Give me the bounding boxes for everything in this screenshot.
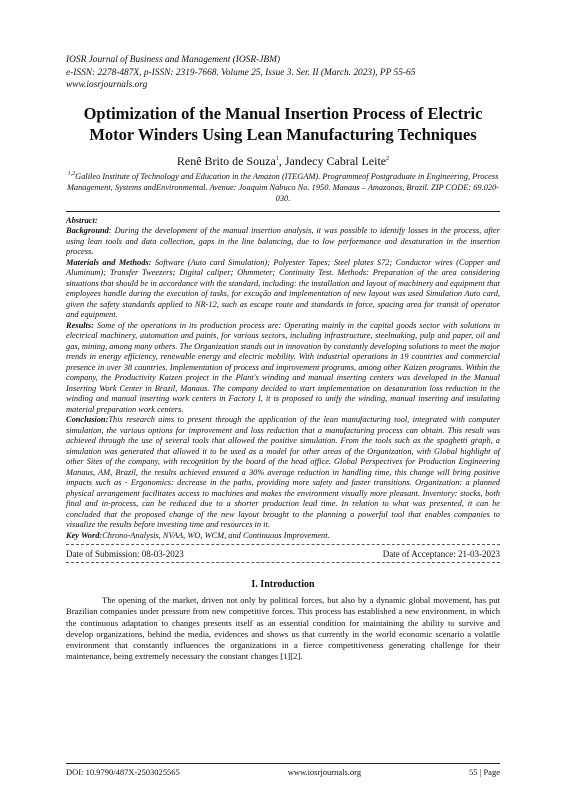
journal-header: [66, 54, 500, 92]
footer-doi[interactable]: DOI: 10.9790/487X-2503025565: [66, 767, 180, 777]
abstract-results: Results: Some of the operations in its production process are: Operating mainly in the capital goods sector with solutions in electrical machinery, automation and paints, for various sectors, including infrastructure, steelmaking, pulp and paper, oil and gas, mining, among many others. The Organization stands out in innovation by constantly developing solutions to meet the major trends in energy efficiency, renewable energy and electric mobility. With industrial operations in 19 countries and commercial presence in over 38 countries. Implementation of process and improvement programs, among other Kaizen programs. Within the company, the Productivity Kaizen project in the Plant's winding and manual inserting centers was developed in the Manual Inserting Work Center in Brazil, Manaus. The company decided to start implementation on desaturation loss reduction in the winding and manual inserting work centers in Factory I, it is proposed to unify the winding, manual inserting and insulating material preparation work centers.: [66, 320, 500, 414]
author-1: Renê Brito de Souza: [176, 153, 276, 168]
section-heading: I. Introduction: [251, 579, 315, 590]
dates-row: [66, 549, 500, 559]
intro-paragraph: The opening of the market, driven not only by political forces, but also by a dynamic global movement, has put Brazilian companies under pressure from new competitive forces. This process has established a new environment, in which the continuous adaptation to changes presents itself as an essential condition for maintaining the ability to survive and develop organizations, behind the media, evidences and shows us that currently in the world economic scenario a volatile environment that constantly influences the organizations in a fierce competitiveness generating challenge for their maintenance, being extremely necessary the constant changes [1][2].: [66, 595, 500, 662]
author-2-affil: 2: [386, 155, 390, 162]
author-2: Jandecy Cabral Leite: [284, 153, 387, 168]
journal-website[interactable]: www.iosrjournals.org: [66, 80, 148, 90]
submission-date: Date of Submission: 08-03-2023: [66, 549, 184, 559]
abstract: [66, 216, 500, 542]
affiliation-marker: 1,2: [67, 170, 76, 177]
authors: [66, 154, 500, 169]
dates-divider-top: [66, 544, 500, 545]
page-footer: [66, 763, 500, 777]
abstract-methods: Materials and Methods: Software (Auto card Simulation); Polyester Tapes; Steel plates S72; Conductor wires (Copper and Aluminum); Transfer Tweezers; Digital caliper; Ohmmeter; Continuity Test. Methods: Preparation of the area considering situations that should be in accordance with the standard, including: the installation and layout of machinery and equipment that employees handle during the execution of tasks, for excução and implementation of new layout was used Simulation Auto card, given the safety standards applied to NR-12, such as escape route and standards in force, spacing area for transit of operator and equipment.: [66, 257, 500, 319]
abstract-heading: Abstract:: [66, 215, 98, 225]
paper-page: [66, 54, 500, 663]
abstract-divider: [66, 211, 500, 212]
affiliation-text: Galileo Institute of Technology and Education in the Amazon (ITEGAM). Programmeof Postgraduate in Engineering, Process Management, Systems andEnvironmental. Avenue: Joaquim Nabuco No. 1950. Manaus – Amazonas, Brazil. ZIP CODE: 69.020-030.: [66, 171, 500, 203]
journal-issn: e-ISSN: 2278-487X, p-ISSN: 2319-7668. Volume 25, Issue 3. Ser. II (March. 2023), PP 55-65: [66, 67, 416, 78]
author-separator: ,: [278, 153, 285, 168]
abstract-background: Background: During the development of the manual insertion analysis, it was possible to identify losses in the process, after using lean tools and data collection, gaps in the line balancing, due to low performance and desaturation in the insertion process.: [66, 226, 500, 256]
author-1-affil: 1: [275, 155, 279, 162]
affiliation: [66, 171, 500, 204]
journal-name: IOSR Journal of Business and Management (IOSR-JBM): [66, 55, 281, 65]
dates-divider-bottom: [66, 562, 500, 563]
footer-page-number: 55 | Page: [469, 767, 500, 777]
abstract-keywords: Key Word:Chrono-Analysis, NVAA, WO, WCM, and Continuous Improvement.: [66, 530, 330, 540]
acceptance-date: Date of Acceptance: 21-03-2023: [382, 549, 500, 559]
footer-website[interactable]: www.iosrjournals.org: [287, 767, 362, 777]
paper-title: Optimization of the Manual Insertion Process of Electric Motor Winders Using Lean Manufacturing Techniques: [83, 103, 483, 144]
abstract-conclusion: Conclusion:This research aims to present through the application of the lean manufacturing tool, integrated with computer simulation, the various options for improvement and loss reduction that a manufacturing process can obtain. This result was achieved through the use of several tools that allowed the positive simulation. From the tools such as the spaghetti graph, a simulation was generated that allowed it to be used as a model for other areas of the Organization, with Global highlight of other Sites of the company, with recognition by the board of the head office. Global Perspectives for Production Engineering Manaus, AM, Brazil, the results achieved ensured a 30% average reduction in handling time, this change will bring positive impacts such as - Ergonomics: decrease in the paths, providing more safety and faster transitions. Organization: a planned physical arrangement facilitates access to machines and makes the environment visually more pleasant. Inventory: stocks, both final and in-process, can be reduced due to a shorter production lead time. In relation to what was presented, it can be concluded that the proposed change of the new layout brought to the planning a powerful tool that enables companies to visualize the results before investing time and resources in it.: [66, 415, 500, 529]
footer-divider: [66, 763, 500, 764]
